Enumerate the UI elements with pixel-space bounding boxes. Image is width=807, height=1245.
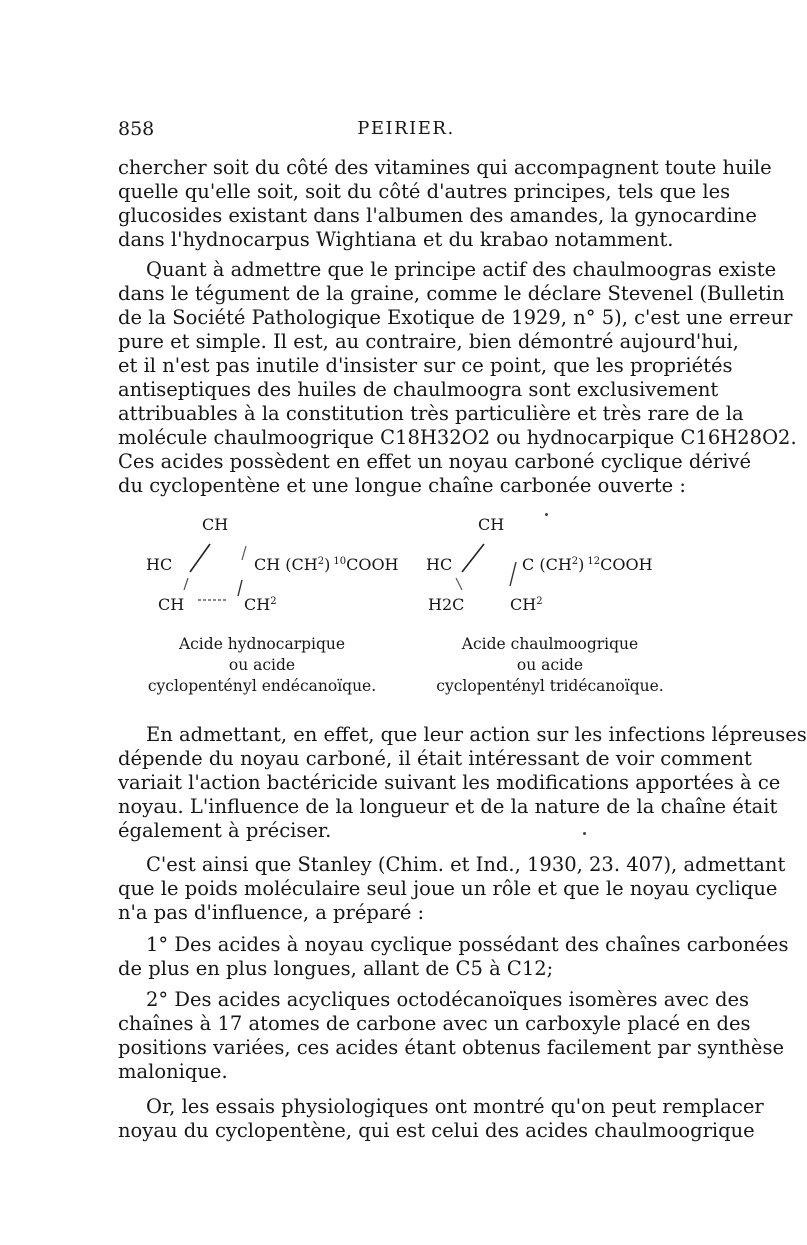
- text-line: C'est ainsi que Stanley (Chim. et Ind., 1930, 23. 407), admettant: [146, 853, 786, 876]
- formula-caption-systematic: cyclopentényl tridécanoïque.: [436, 677, 664, 695]
- text-line: Or, les essais physiologiques ont montré qu'on peut remplacer: [146, 1095, 764, 1118]
- page-header: [118, 118, 694, 146]
- paragraph-3: [118, 723, 807, 843]
- ring-left-atom: HC: [426, 555, 453, 574]
- ring-bottom-left-atom: CH: [158, 595, 185, 614]
- chaulmoogric-acid-formula: [406, 510, 694, 700]
- text-line: En admettant, en effet, que leur action sur les infections lépreuses: [146, 723, 807, 746]
- ring-top-atom: CH: [202, 515, 229, 534]
- text-line: Ces acides possèdent en effet un noyau carboné cyclique dérivé: [118, 450, 751, 473]
- side-chain: CH $(CH^2)$ $^{10}$COOH: [254, 555, 399, 574]
- text-line: 1° Des acides à noyau cyclique possédant des chaînes carbonées: [146, 933, 789, 956]
- text-line: malonique.: [118, 1060, 228, 1083]
- chemical-formulas: [118, 510, 694, 700]
- text-line: du cyclopentène et une longue chaîne carbonée ouverte :: [118, 474, 686, 497]
- page-number: 858: [118, 118, 155, 140]
- side-chain: C $(CH^2)$ $^{12}$COOH: [522, 555, 653, 574]
- text-line: chercher soit du côté des vitamines qui accompagnent toute huile: [118, 156, 772, 179]
- ring-bottom-left-atom: H2C: [428, 595, 465, 614]
- formula-caption-name: Acide chaulmoogrique: [461, 635, 639, 653]
- print-speck: [545, 513, 548, 516]
- text-line: également à préciser.: [118, 819, 332, 842]
- text-line: chaînes à 17 atomes de carbone avec un carboxyle placé en des: [118, 1012, 751, 1035]
- paragraph-2: [118, 258, 797, 498]
- paragraph-7: [118, 1095, 764, 1143]
- text-line: dans le tégument de la graine, comme le déclare Stevenel (Bulletin: [118, 282, 785, 305]
- text-line: variait l'action bactéricide suivant les modifications apportées à ce: [118, 771, 781, 794]
- formula-caption-name: Acide hydnocarpique: [178, 635, 346, 653]
- paragraph-6: [118, 988, 785, 1084]
- paragraph-1: [118, 156, 772, 252]
- text-line: et il n'est pas inutile d'insister sur ce point, que les propriétés: [118, 354, 733, 377]
- text-line: noyau du cyclopentène, qui est celui des acides chaulmoogrique: [118, 1119, 755, 1142]
- text-line: de plus en plus longues, allant de C5 à C12;: [118, 957, 554, 980]
- paragraph-5: [118, 933, 789, 981]
- text-line: dans l'hydnocarpus Wightiana et du krabao notamment.: [118, 228, 674, 251]
- ring-top-atom: CH: [478, 515, 505, 534]
- text-line: Quant à admettre que le principe actif des chaulmoogras existe: [146, 258, 777, 281]
- text-line: de la Société Pathologique Exotique de 1929, n° 5), c'est une erreur: [118, 306, 793, 329]
- formula-caption-or: ou acide: [516, 656, 584, 674]
- text-line: quelle qu'elle soit, soit du côté d'autres principes, tels que les: [118, 180, 731, 203]
- text-line: que le poids moléculaire seul joue un rôle et que le noyau cyclique: [118, 877, 778, 900]
- hydnocarpic-acid-formula: [118, 510, 406, 700]
- text-line: antiseptiques des huiles de chaulmoogra sont exclusivement: [118, 378, 719, 401]
- ring-bottom-right-atom: $CH^2$: [244, 595, 277, 614]
- text-line: attribuables à la constitution très particulière et très rare de la: [118, 402, 744, 425]
- text-line: 2° Des acides acycliques octodécanoïques isomères avec des: [146, 988, 750, 1011]
- paragraph-4: [118, 853, 786, 925]
- running-head: PEIRIER.: [357, 118, 455, 139]
- ring-left-atom: HC: [146, 555, 173, 574]
- text-line: dépende du noyau carboné, il était intéressant de voir comment: [118, 747, 752, 770]
- formula-caption-or: ou acide: [228, 656, 296, 674]
- ring-bottom-right-atom: $CH^2$: [510, 595, 543, 614]
- text-line: positions variées, ces acides étant obtenus facilement par synthèse: [118, 1036, 785, 1059]
- text-line: pure et simple. Il est, au contraire, bien démontré aujourd'hui,: [118, 330, 739, 353]
- text-line: glucosides existant dans l'albumen des amandes, la gynocardine: [118, 204, 757, 227]
- text-line: molécule chaulmoogrique C18H32O2 ou hydnocarpique C16H28O2.: [118, 426, 797, 449]
- print-speck: [583, 832, 586, 835]
- text-line: n'a pas d'influence, a préparé :: [118, 901, 425, 924]
- formula-caption-systematic: cyclopenténуl endécanoïque.: [147, 677, 377, 695]
- text-line: noyau. L'influence de la longueur et de la nature de la chaîne était: [118, 795, 778, 818]
